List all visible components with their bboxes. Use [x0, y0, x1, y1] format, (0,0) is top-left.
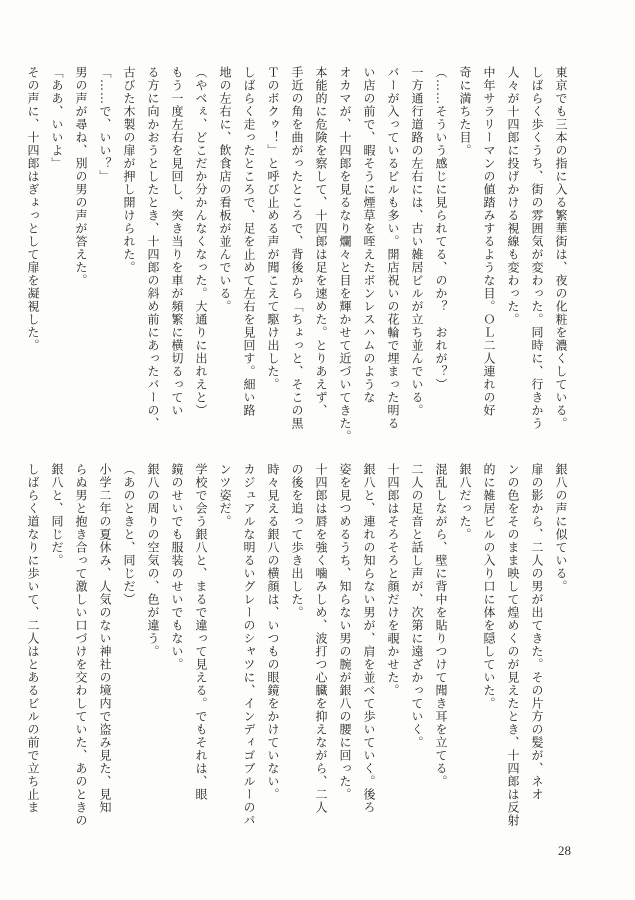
text-line: 銀八と、連れの知らない男が、肩を並べて歩いていく。後ろ [362, 463, 376, 814]
text-line: 銀八だった。 [458, 463, 472, 541]
text-line: る方に向かおうとしたとき、十四郎の斜め前にあったバーの、 [146, 66, 160, 430]
text-line: しばらく道なりに歩いて、二人はとあるビルの前で立ち止ま [26, 463, 40, 814]
text-line: 二人の足音と話し声が、次第に遠ざかっていく。 [410, 463, 424, 749]
text-line: ンの色をそのまま映して煌めくのが見えたとき、十四郎は反射 [506, 463, 520, 827]
lower-text-block [26, 463, 573, 841]
upper-text-block [26, 66, 573, 444]
text-line: カジュアルな明るいグレーのシャツに、インディゴブルーのパ [242, 463, 256, 827]
text-line: オカマが、十四郎を見るなり爛々と目を輝かせて近づいてきた。 [338, 66, 352, 443]
text-line: Ｔのボクゥ！」と呼び止める声が聞こえて駆け出した。 [266, 66, 280, 391]
text-line: い店の前で、暇そうに煙草を咥えたボンレスハムのような [362, 66, 376, 404]
text-line: 人々が十四郎に投げかける視線も変わった。 [506, 66, 520, 326]
page-number: 28 [558, 843, 571, 858]
text-line: 銀八と、同じだ。 [50, 463, 64, 567]
text-line: 時々見える銀八の横顔は、いつもの眼鏡をかけていない。 [266, 463, 280, 801]
text-line: 東京でも三本の指に入る繁華街は、夜の化粧を濃くしている。 [554, 66, 568, 430]
text-line: 奇に満ちた目。 [458, 66, 472, 157]
text-line: 中年サラリーマンの値踏みするような目。ＯＬ二人連れの好 [482, 66, 496, 417]
text-line: 男の声が尋ね、別の男の声が答えた。 [74, 66, 88, 287]
text-line: しばらく走ったところで、足を止めて左右を見回す。細い路 [242, 66, 256, 417]
text-line: バーが入っているビルも多い。開店祝いの花輪で埋まった明る [386, 66, 400, 430]
text-line: 地の左右に、飲食店の看板が並んでいる。 [218, 66, 232, 313]
text-line: もう一度左右を見回し、突き当りを車が頻繁に横切るってい [170, 66, 184, 417]
text-line: 一方通行道路の左右には、古い雑居ビルが立ち並んでいる。 [410, 66, 424, 417]
text-line: 的に雑居ビルの入り口に体を隠していた。 [482, 463, 496, 710]
text-line: 姿を見つめるうち、知らない男の腕が銀八の腰に回った。 [338, 463, 352, 801]
text-line: 鏡のせいでも服装のせいでもない。 [170, 463, 184, 671]
text-line: ンツ姿だ。 [218, 463, 232, 528]
text-line: 「ああ、いいよ」 [50, 66, 64, 170]
text-line: 十四郎は唇を強く噛みしめ、波打つ心臓を抑えながら、二人 [314, 463, 328, 814]
text-line: 「……で、いい？」 [98, 66, 112, 183]
text-line: （やべぇ、どこだか分かんなくなった。大通りに出れえと） [194, 66, 208, 417]
text-line: 扉の影から、二人の男が出てきた。その片方の髪が、ネオ [530, 463, 544, 801]
text-line: 小学二年の夏休み、人気のない神社の境内で盗み見た、見知 [98, 463, 112, 814]
text-line: 混乱しながら、壁に背中を貼りつけて聞き耳を立てる。 [434, 463, 448, 788]
text-line: 手近の角を曲がったところで、背後から「ちょっと、そこの黒 [290, 66, 304, 430]
text-line: らぬ男と抱き合って激しい口づけを交わしていた、あのときの [74, 463, 88, 827]
text-line: の後を追って歩き出した。 [290, 463, 304, 619]
text-line: 銀八の声に似ている。 [554, 463, 568, 593]
text-line: （あのときと、同じだ） [122, 463, 136, 606]
text-line: 銀八の周りの空気の、色が違う。 [146, 463, 160, 658]
text-line: 本能的に危険を察して、十四郎は足を速めた。とりあえず、 [314, 66, 328, 417]
text-line: その声に、十四郎はぎょっとして扉を凝視した。 [26, 66, 40, 352]
text-line: 学校で会う銀八と、まるで違って見える。でもそれは、眼 [194, 463, 208, 801]
text-line: 十四郎はそろそろと顔だけを覗かせた。 [386, 463, 400, 697]
text-line: （……そういう感じに見られてる、のか？ おれが？） [434, 66, 448, 391]
text-line: しばらく歩くうち、街の雰囲気が変わった。同時に、行きかう [530, 66, 544, 430]
text-line: 古びた木製の扉が押し開けられた。 [122, 66, 136, 274]
